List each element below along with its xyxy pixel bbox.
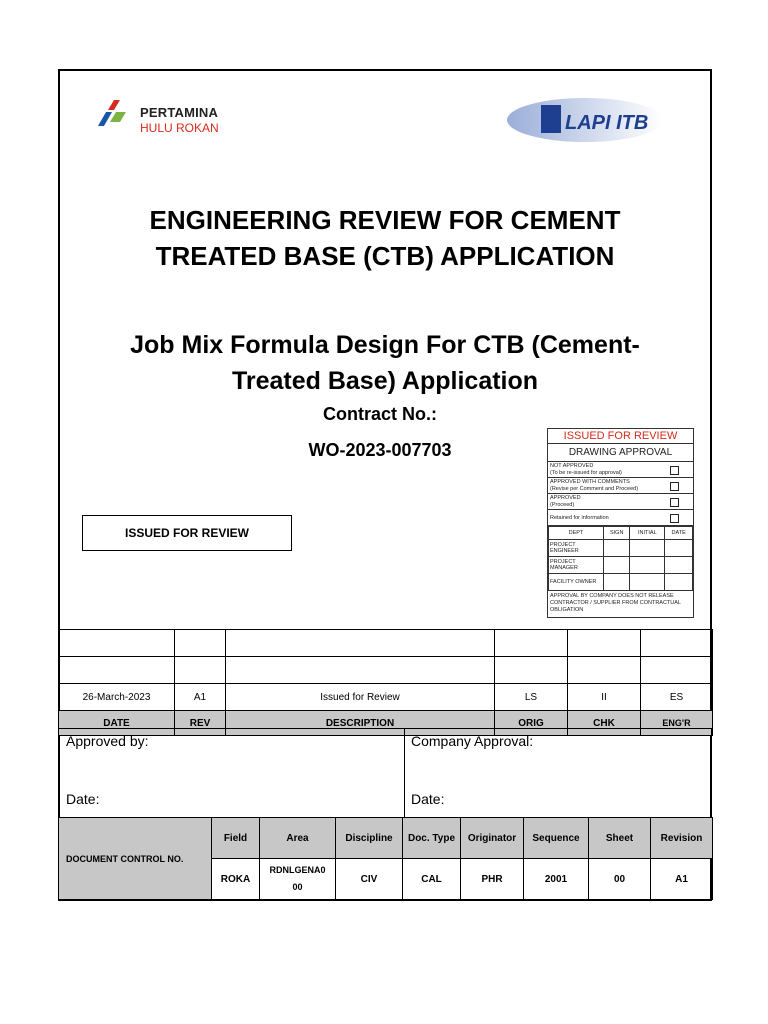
stamp-subheader: DRAWING APPROVAL <box>548 444 693 462</box>
rev-chk: II <box>568 684 641 711</box>
table-row <box>59 657 713 684</box>
stamp-header: ISSUED FOR REVIEW <box>548 429 693 444</box>
stamp-option-label: APPROVED WITH COMMENTS <box>550 479 630 485</box>
date-cell[interactable] <box>665 557 693 574</box>
doc-control-label: DOCUMENT CONTROL NO. <box>59 818 212 900</box>
stamp-option-note: (To be re-issued for approval) <box>550 470 622 476</box>
stamp-option-label: APPROVED <box>550 495 581 501</box>
col-header: Field <box>212 818 260 859</box>
main-title <box>80 202 690 274</box>
col-header: DESCRIPTION <box>226 711 495 736</box>
revision-value: A1 <box>651 859 713 900</box>
subtitle-line2: Treated Base) Application <box>231 367 539 395</box>
subtitle-line1: Job Mix Formula Design For CTB (Cement- <box>130 331 640 359</box>
stamp-row-label: PROJECT MANAGER <box>549 557 604 574</box>
col-header: Originator <box>461 818 524 859</box>
rev-date: 26-March-2023 <box>59 684 175 711</box>
sign-cell[interactable] <box>604 574 630 591</box>
stamp-row-label: PROJECT ENGINEER <box>549 540 604 557</box>
table-row <box>59 630 713 657</box>
stamp-sign-table <box>548 526 693 591</box>
col-header: Sheet <box>589 818 651 859</box>
stamp-option-note: (Revise per Comment and Proceed) <box>550 486 639 492</box>
col-header: CHK <box>568 711 641 736</box>
col-header: Doc. Type <box>403 818 461 859</box>
stamp-row-label: FACILITY OWNER <box>549 574 604 591</box>
stamp-footer: APPROVAL BY COMPANY DOES NOT RELEASE CONTRACTOR / SUPPLIER FROM CONTRACTUAL OBLIGATION <box>550 593 681 613</box>
main-title-line1: ENGINEERING REVIEW FOR CEMENT <box>149 205 621 235</box>
col-header: Area <box>260 818 336 859</box>
col-header: Revision <box>651 818 713 859</box>
pertamina-logo <box>96 100 226 140</box>
checkbox[interactable] <box>670 498 679 507</box>
table-row <box>59 818 713 859</box>
originator-value: PHR <box>461 859 524 900</box>
checkbox[interactable] <box>670 482 679 491</box>
col-header: ORIG <box>495 711 568 736</box>
stamp-option-label: Retained for information <box>550 515 609 521</box>
col-header: ENG'R <box>641 711 713 736</box>
date-cell[interactable] <box>665 574 693 591</box>
rev-orig: LS <box>495 684 568 711</box>
stamp-option-note: (Proceed) <box>550 502 575 508</box>
col-header: REV <box>175 711 226 736</box>
lapi-itb-logo <box>505 97 675 143</box>
rev-number: A1 <box>175 684 226 711</box>
stamp-col-header: SIGN <box>604 527 630 540</box>
checkbox[interactable] <box>670 466 679 475</box>
date-label-left: Date: <box>66 791 100 807</box>
sequence-value: 2001 <box>524 859 589 900</box>
stamp-col-header: INITIAL <box>630 527 665 540</box>
sign-cell[interactable] <box>604 557 630 574</box>
stamp-col-header: DEPT <box>549 527 604 540</box>
stamp-option <box>548 478 693 494</box>
pertamina-subname: HULU ROKAN <box>140 121 219 135</box>
document-control-table <box>58 817 713 900</box>
stamp-option <box>548 494 693 510</box>
contract-label: Contract No.: <box>323 404 437 424</box>
field-value: ROKA <box>212 859 260 900</box>
stamp-option <box>548 462 693 478</box>
sheet-value: 00 <box>589 859 651 900</box>
area-value: RDNLGENA0 00 <box>260 859 336 900</box>
pertamina-name: PERTAMINA <box>140 105 219 120</box>
revision-table <box>58 629 713 736</box>
rev-description: Issued for Review <box>226 684 495 711</box>
pertamina-logo-icon <box>96 100 136 128</box>
doc-type-value: CAL <box>403 859 461 900</box>
document-subtitle <box>80 327 690 399</box>
svg-text:LAPI ITB: LAPI ITB <box>565 112 649 134</box>
sign-cell[interactable] <box>604 540 630 557</box>
initial-cell[interactable] <box>630 557 665 574</box>
checkbox[interactable] <box>670 514 679 523</box>
date-label-right: Date: <box>411 791 445 807</box>
col-header: Discipline <box>336 818 403 859</box>
table-row <box>59 684 713 711</box>
initial-cell[interactable] <box>630 540 665 557</box>
rev-engr: ES <box>641 684 713 711</box>
main-title-line2: TREATED BASE (CTB) APPLICATION <box>155 241 615 271</box>
approval-section <box>58 728 712 818</box>
col-header: DATE <box>59 711 175 736</box>
discipline-value: CIV <box>336 859 403 900</box>
issued-for-review-box: ISSUED FOR REVIEW <box>82 515 292 551</box>
col-header: Sequence <box>524 818 589 859</box>
approved-by-label: Approved by: <box>66 733 149 749</box>
contract-number: WO-2023-007703 <box>308 440 452 460</box>
company-approval-label: Company Approval: <box>411 733 534 749</box>
initial-cell[interactable] <box>630 574 665 591</box>
approval-stamp <box>547 428 694 618</box>
stamp-option <box>548 510 693 526</box>
date-cell[interactable] <box>665 540 693 557</box>
stamp-option-label: NOT APPROVED <box>550 463 594 469</box>
stamp-col-header: DATE <box>665 527 693 540</box>
